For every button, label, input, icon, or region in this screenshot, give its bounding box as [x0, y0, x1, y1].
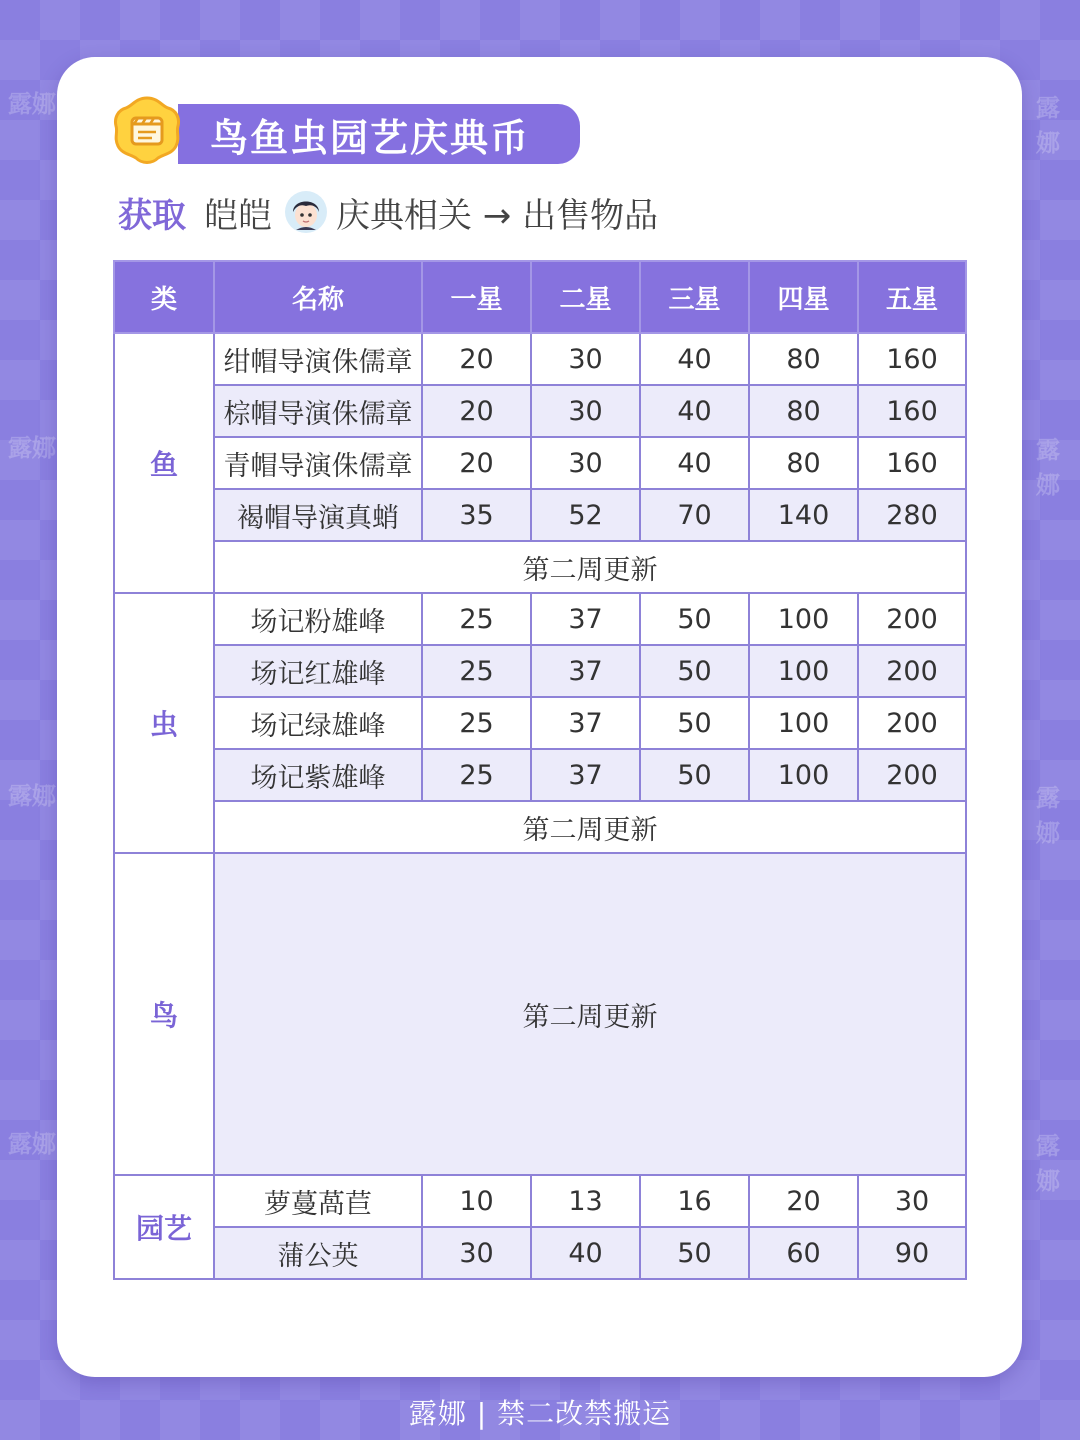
- category-fish: 鱼: [114, 333, 214, 593]
- price-cell: 52: [531, 489, 640, 541]
- price-cell: 25: [422, 593, 531, 645]
- price-cell: 30: [422, 1227, 531, 1279]
- page-title-text: 鸟鱼虫园艺庆典币: [210, 115, 531, 160]
- price-cell: 160: [858, 333, 966, 385]
- price-cell: 200: [858, 593, 966, 645]
- update-note: 第二周更新: [214, 541, 966, 593]
- price-cell: 50: [640, 645, 749, 697]
- price-cell: 100: [749, 749, 858, 801]
- npc-avatar-icon: [284, 190, 328, 234]
- watermark-text: 露娜: [1036, 784, 1060, 847]
- watermark-text: 露娜: [1036, 94, 1060, 157]
- price-cell: 80: [749, 437, 858, 489]
- category-bird: 鸟: [114, 853, 214, 1175]
- header-star-5: 五星: [858, 261, 966, 333]
- price-cell: 200: [858, 645, 966, 697]
- item-name: 场记绿雄峰: [214, 697, 422, 749]
- price-cell: 60: [749, 1227, 858, 1279]
- price-cell: 200: [858, 749, 966, 801]
- price-cell: 37: [531, 749, 640, 801]
- item-name: 棕帽导演侏儒章: [214, 385, 422, 437]
- table-row: [114, 333, 966, 385]
- price-cell: 100: [749, 593, 858, 645]
- price-cell: 37: [531, 697, 640, 749]
- price-cell: 280: [858, 489, 966, 541]
- price-cell: 35: [422, 489, 531, 541]
- header-category: 类: [114, 261, 214, 333]
- category-garden: 园艺: [114, 1175, 214, 1279]
- header-star-4: 四星: [749, 261, 858, 333]
- item-name: 场记粉雄峰: [214, 593, 422, 645]
- table-row: [114, 541, 966, 593]
- table-header-row: [114, 261, 966, 333]
- price-cell: 100: [749, 645, 858, 697]
- table-row: [114, 593, 966, 645]
- price-cell: 37: [531, 593, 640, 645]
- item-name: 萝蔓萵苣: [214, 1175, 422, 1227]
- table-row: [114, 489, 966, 541]
- price-cell: 40: [640, 437, 749, 489]
- price-cell: 140: [749, 489, 858, 541]
- price-cell: 10: [422, 1175, 531, 1227]
- price-cell: 80: [749, 333, 858, 385]
- table-row: [114, 385, 966, 437]
- price-cell: 16: [640, 1175, 749, 1227]
- price-cell: 70: [640, 489, 749, 541]
- table-row: [114, 1227, 966, 1279]
- price-table: [113, 260, 967, 1280]
- watermark-text: 露娜: [8, 782, 56, 810]
- price-cell: 160: [858, 385, 966, 437]
- price-cell: 20: [422, 437, 531, 489]
- table-row: [114, 697, 966, 749]
- item-name: 蒲公英: [214, 1227, 422, 1279]
- header-name: 名称: [214, 261, 422, 333]
- item-name: 青帽导演侏儒章: [214, 437, 422, 489]
- item-name: 场记紫雄峰: [214, 749, 422, 801]
- price-cell: 20: [749, 1175, 858, 1227]
- price-cell: 50: [640, 697, 749, 749]
- price-cell: 13: [531, 1175, 640, 1227]
- price-cell: 50: [640, 1227, 749, 1279]
- acquire-line: [118, 186, 658, 238]
- header-star-2: 二星: [531, 261, 640, 333]
- header-star-3: 三星: [640, 261, 749, 333]
- price-cell: 40: [640, 385, 749, 437]
- acquire-path: 庆典相关 → 出售物品: [336, 195, 659, 236]
- price-cell: 25: [422, 749, 531, 801]
- price-cell: 20: [422, 385, 531, 437]
- table-row: [114, 1175, 966, 1227]
- price-cell: 20: [422, 333, 531, 385]
- table-row: [114, 645, 966, 697]
- page-title: [178, 104, 580, 164]
- update-note: 第二周更新: [214, 801, 966, 853]
- category-insect: 虫: [114, 593, 214, 853]
- price-cell: 25: [422, 697, 531, 749]
- header-star-1: 一星: [422, 261, 531, 333]
- table-row: [114, 801, 966, 853]
- price-cell: 160: [858, 437, 966, 489]
- price-cell: 100: [749, 697, 858, 749]
- watermark-text: 露娜: [8, 90, 56, 118]
- price-cell: 30: [531, 333, 640, 385]
- watermark-text: 露娜: [8, 434, 56, 462]
- table-row: [114, 749, 966, 801]
- price-cell: 40: [640, 333, 749, 385]
- price-cell: 90: [858, 1227, 966, 1279]
- price-cell: 40: [531, 1227, 640, 1279]
- price-cell: 30: [858, 1175, 966, 1227]
- item-name: 绀帽导演侏儒章: [214, 333, 422, 385]
- update-note: 第二周更新: [214, 853, 966, 1175]
- footer-note: 露娜 | 禁二改禁搬运: [408, 1397, 672, 1430]
- price-cell: 50: [640, 749, 749, 801]
- table-row: [114, 437, 966, 489]
- price-cell: 80: [749, 385, 858, 437]
- watermark-text: 露娜: [1036, 436, 1060, 499]
- price-cell: 50: [640, 593, 749, 645]
- acquire-label: 获取: [118, 195, 186, 236]
- item-name: 场记红雄峰: [214, 645, 422, 697]
- price-cell: 25: [422, 645, 531, 697]
- clapperboard-badge-icon: [110, 94, 184, 168]
- item-name: 褐帽导演真蛸: [214, 489, 422, 541]
- watermark-text: 露娜: [1036, 1132, 1060, 1195]
- watermark-text: 露娜: [8, 1130, 56, 1158]
- table-row: [114, 853, 966, 1175]
- npc-name: 皑皑: [204, 195, 272, 236]
- price-cell: 30: [531, 437, 640, 489]
- price-cell: 200: [858, 697, 966, 749]
- price-cell: 30: [531, 385, 640, 437]
- price-cell: 37: [531, 645, 640, 697]
